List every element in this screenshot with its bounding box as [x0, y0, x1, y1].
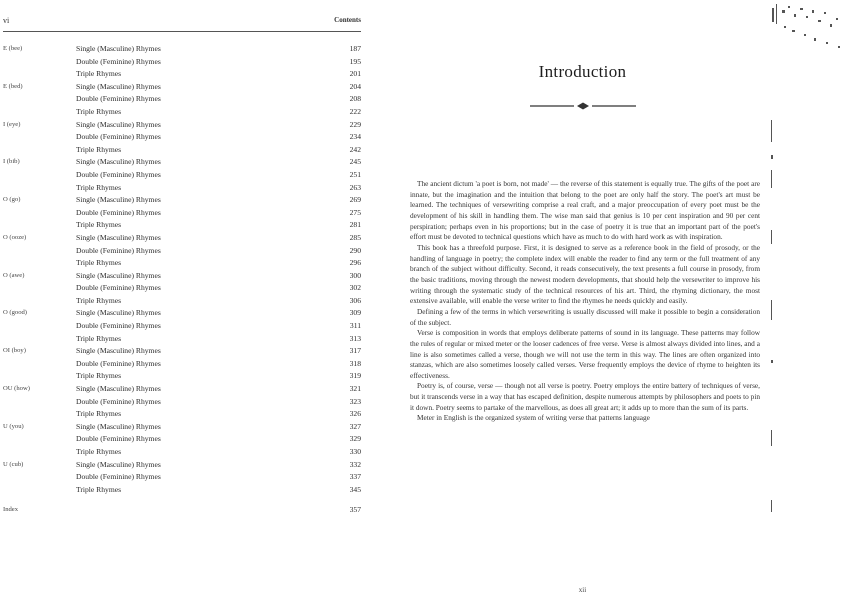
page-reference: 302	[349, 283, 361, 293]
contents-row	[3, 504, 361, 517]
left-page	[0, 0, 365, 599]
page-reference: 275	[349, 207, 361, 217]
contents-row	[3, 182, 361, 195]
contents-row	[3, 295, 361, 308]
page-reference: 332	[349, 459, 361, 469]
rhyme-category-label: Triple Rhymes	[76, 371, 122, 381]
rhyme-category-label: Single (Masculine) Rhymes	[76, 308, 161, 318]
rhyme-category-label: Single (Masculine) Rhymes	[76, 157, 161, 167]
vowel-sound-label: E (bed)	[3, 82, 23, 90]
contents-row	[3, 194, 361, 207]
page-reference: 313	[349, 333, 361, 343]
page-reference: 269	[349, 195, 361, 205]
paragraph: The ancient dictum 'a poet is born, not made' — the reverse of this statement is equally true. The gifts of the poet are innate, but the imagination and the intuition that belong to the poet are only half the story. The poet's art must be learned. The techniques of versewriting comprise a real craft, and a major preoccupation of every poet must be the development of his skill in handling them. The wise man said that genius is 10 per cent inspiration and 90 per cent perspiration; perhaps even in his proportions; but in the case of poetry it is true that an important part of the poet's effort must be devoted to technical questions which have as much to do with hard work as with inspiration.	[410, 179, 760, 242]
rhyme-category-label: Double (Feminine) Rhymes	[76, 56, 161, 66]
page-reference: 201	[349, 69, 361, 79]
page-reference: 330	[349, 447, 361, 456]
page-reference: 309	[349, 308, 361, 318]
page-reference: 285	[349, 232, 361, 242]
page-reference: 306	[349, 295, 361, 305]
page-reference: 195	[349, 56, 361, 66]
vowel-sound-label: I (eye)	[3, 120, 21, 128]
rhyme-category-label: Triple Rhymes	[76, 69, 122, 79]
contents-row	[3, 471, 361, 484]
page-reference: 187	[349, 44, 361, 53]
contents-row	[3, 93, 361, 106]
rhyme-category-label: Triple Rhymes	[76, 484, 122, 494]
contents-row	[3, 68, 361, 81]
contents-row	[3, 245, 361, 258]
page-reference: 222	[349, 106, 361, 116]
vowel-sound-label: O (awe)	[3, 271, 25, 279]
rhyme-category-label: Triple Rhymes	[76, 182, 122, 192]
page-number: vi	[3, 16, 10, 25]
vowel-sound-label: O (go)	[3, 196, 21, 204]
rhyme-category-label: Triple Rhymes	[76, 258, 122, 268]
rhyme-category-label: Triple Rhymes	[76, 447, 122, 456]
rhyme-category-label: Triple Rhymes	[76, 333, 122, 343]
contents-row	[3, 156, 361, 169]
header-rule	[3, 31, 361, 32]
page-reference: 337	[349, 472, 361, 482]
rhyme-category-label: Double (Feminine) Rhymes	[76, 472, 161, 482]
page-reference: 327	[349, 421, 361, 431]
rhyme-category-label: Single (Masculine) Rhymes	[76, 44, 161, 53]
rhyme-category-label: Single (Masculine) Rhymes	[76, 119, 161, 129]
contents-list	[3, 43, 361, 517]
rhyme-category-label: Double (Feminine) Rhymes	[76, 358, 161, 368]
page-reference: 290	[349, 245, 361, 255]
contents-row	[3, 232, 361, 245]
contents-row	[3, 169, 361, 182]
contents-row	[3, 421, 361, 434]
contents-row	[3, 459, 361, 472]
page-reference: 296	[349, 258, 361, 268]
rhyme-category-label: Double (Feminine) Rhymes	[76, 396, 161, 406]
contents-row	[3, 219, 361, 232]
rhyme-category-label: Single (Masculine) Rhymes	[76, 346, 161, 356]
page-reference: 234	[349, 132, 361, 142]
scan-edge-artifact	[770, 0, 848, 599]
page-reference: 321	[349, 384, 361, 394]
contents-row	[3, 282, 361, 295]
contents-row	[3, 307, 361, 320]
contents-row	[3, 358, 361, 371]
rhyme-category-label: Double (Feminine) Rhymes	[76, 245, 161, 255]
page-reference: 357	[349, 505, 361, 515]
rhyme-category-label: Triple Rhymes	[76, 409, 122, 419]
paragraph: Meter in English is the organized system of writing verse that patterns language	[417, 413, 650, 423]
chapter-title: Introduction	[538, 62, 627, 81]
contents-row	[3, 333, 361, 346]
vowel-sound-label: OI (boy)	[3, 347, 26, 355]
contents-row	[3, 131, 361, 144]
rhyme-category-label: Double (Feminine) Rhymes	[76, 283, 161, 293]
page-reference: 300	[349, 270, 361, 280]
rhyme-category-label: Double (Feminine) Rhymes	[76, 132, 161, 142]
contents-row	[3, 408, 361, 421]
contents-row	[3, 484, 361, 497]
ornament-divider-icon	[530, 102, 636, 110]
page-reference: 281	[349, 220, 361, 230]
paragraph: Defining a few of the terms in which versewriting is usually discussed will make it possible to begin a consideration of the subject.	[410, 306, 760, 327]
rhyme-category-label: Single (Masculine) Rhymes	[76, 270, 161, 280]
vowel-sound-label: O (ooze)	[3, 233, 27, 241]
rhyme-category-label: Single (Masculine) Rhymes	[76, 421, 161, 431]
rhyme-category-label: Triple Rhymes	[76, 144, 122, 154]
rhyme-category-label: Single (Masculine) Rhymes	[76, 384, 161, 394]
page-reference: 263	[349, 182, 361, 192]
page-reference: 345	[349, 484, 361, 494]
running-header	[3, 16, 361, 30]
rhyme-category-label: Single (Masculine) Rhymes	[76, 459, 161, 469]
page-reference: 329	[349, 434, 361, 444]
rhyme-category-label: Double (Feminine) Rhymes	[76, 94, 161, 104]
contents-row	[3, 81, 361, 94]
page-reference: 326	[349, 409, 361, 419]
rhyme-category-label: Single (Masculine) Rhymes	[76, 81, 161, 91]
rhyme-category-label: Triple Rhymes	[76, 220, 122, 230]
page-reference: 229	[349, 119, 361, 129]
page-reference: 251	[349, 169, 361, 179]
page-reference: 319	[349, 371, 361, 381]
page-reference: 204	[349, 81, 361, 91]
vowel-sound-label: Index	[3, 506, 19, 514]
rhyme-category-label: Double (Feminine) Rhymes	[76, 434, 161, 444]
contents-row	[3, 207, 361, 220]
contents-row	[3, 383, 361, 396]
vowel-sound-label: OU (how)	[3, 385, 30, 393]
contents-row	[3, 396, 361, 409]
rhyme-category-label: Double (Feminine) Rhymes	[76, 169, 161, 179]
contents-row	[3, 106, 361, 119]
rhyme-category-label: Triple Rhymes	[76, 295, 122, 305]
rhyme-category-label: Double (Feminine) Rhymes	[76, 321, 161, 331]
page-reference: 323	[349, 396, 361, 406]
rhyme-category-label: Triple Rhymes	[76, 106, 122, 116]
vowel-sound-label: E (bee)	[3, 45, 23, 52]
vowel-sound-label: U (cub)	[3, 460, 24, 468]
folio: xii	[578, 586, 587, 594]
paragraph: Poetry is, of course, verse — though not all verse is poetry. Poetry employs the entire battery of techniques of verse, but it transcends verse in a way that has escaped definition, despite numerous attempts by philosophers and poets to pin it down. Poetry seems to partake of the marvellous, as does all great art; it adds up to more than the sum of its parts.	[410, 381, 760, 412]
right-page	[400, 0, 765, 599]
running-head-title: Contents	[334, 16, 361, 24]
contents-row	[3, 270, 361, 283]
contents-row	[3, 446, 361, 459]
rhyme-category-label: Single (Masculine) Rhymes	[76, 232, 161, 242]
contents-row	[3, 144, 361, 157]
vowel-sound-label: O (good)	[3, 309, 27, 317]
contents-row	[3, 320, 361, 333]
contents-row	[3, 345, 361, 358]
page-reference: 242	[349, 144, 361, 154]
contents-row	[3, 370, 361, 383]
contents-row	[3, 119, 361, 132]
rhyme-category-label: Single (Masculine) Rhymes	[76, 195, 161, 205]
page-reference: 311	[349, 321, 361, 331]
introduction-text	[410, 179, 760, 424]
page-reference: 245	[349, 157, 361, 167]
page-reference: 318	[349, 358, 361, 368]
rhyme-category-label: Double (Feminine) Rhymes	[76, 207, 161, 217]
vowel-sound-label: I (bib)	[3, 158, 20, 166]
page-reference: 317	[349, 346, 361, 356]
contents-row	[3, 433, 361, 446]
vowel-sound-label: U (you)	[3, 422, 24, 430]
contents-row	[3, 56, 361, 69]
paragraph: This book has a threefold purpose. First, it is designed to serve as a reference book in the field of prosody, or the handling of language in poetry; the complete index will enable the reader to find any term or the full treatment of any branch of the subject without difficulty. Second, it reads consecutively, the text presents a full course in prosody, from the basic traditions, moving through the newest modern developments, that should help the versewriter to improve his writing through the systematic study of the technical resources of his art. Third, the rhyming dictionary, the most extensive available, will enable the verse writer to find the rhymes he needs quickly and easily.	[410, 242, 760, 306]
contents-row	[3, 257, 361, 270]
page-reference: 208	[349, 94, 361, 104]
contents-row	[3, 43, 361, 56]
paragraph: Verse is composition in words that employs deliberate patterns of sound in its language. These patterns may follow the rules of regular or mixed meter or the looser cadences of free verse. Verse is almost always divided into lines, and a line is also sometimes called a verse, though we will not use the term in this way. The lines are often organized into stanzas, which are also sometimes loosely called verses. Verse frequently employs the device of rhyme to heighten its effectiveness.	[410, 328, 760, 380]
